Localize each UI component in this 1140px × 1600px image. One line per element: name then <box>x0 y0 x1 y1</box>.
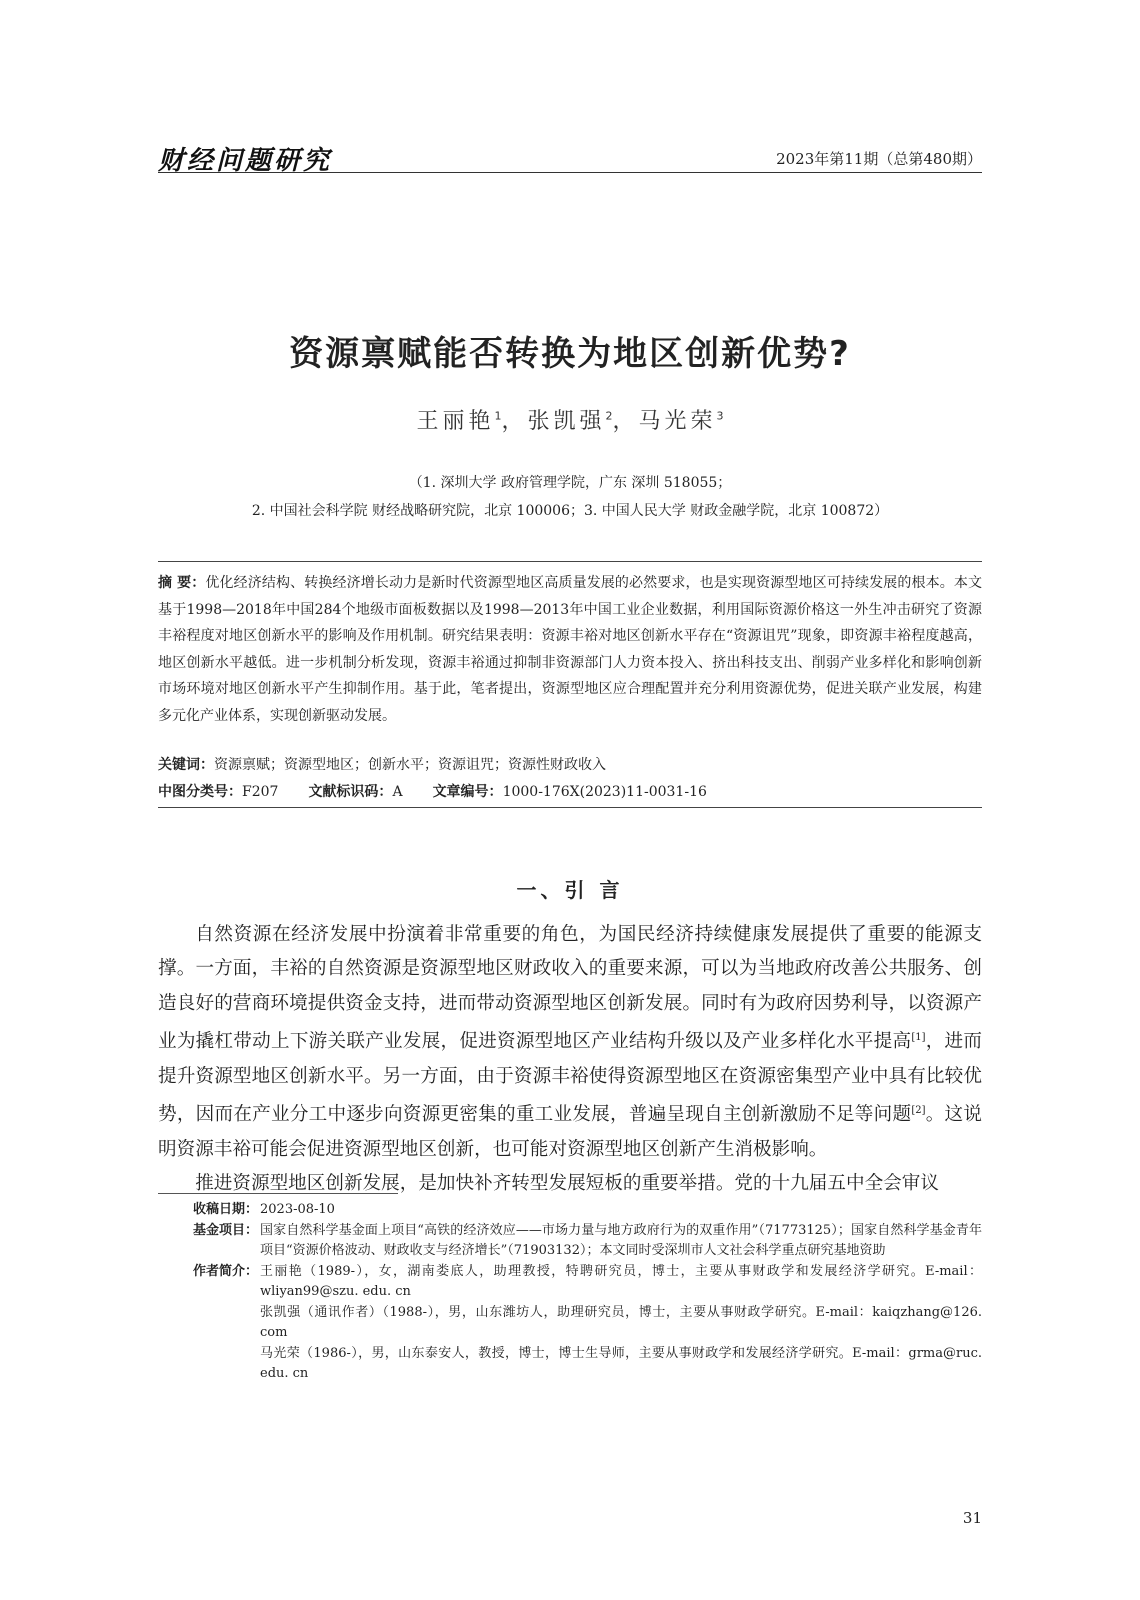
affiliation-line: （1. 深圳大学 政府管理学院，广东 深圳 518055； <box>408 475 732 491</box>
paper-title: 资源禀赋能否转换为地区创新优势? <box>289 334 851 374</box>
classification-line <box>158 781 982 801</box>
author-name: 王丽艳 <box>416 409 495 434</box>
author-separator: ， <box>501 409 528 434</box>
page-number: 31 <box>962 1509 982 1527</box>
citation-ref[interactable]: [2] <box>911 1105 926 1117</box>
keywords-text: 资源禀赋；资源型地区；创新水平；资源诅咒；资源性财政收入 <box>214 757 606 773</box>
article-number-label: 文章编号： <box>432 784 503 800</box>
body-text <box>158 918 982 1202</box>
header-divider <box>158 172 982 173</box>
citation-ref[interactable]: [1] <box>911 1032 926 1044</box>
received-value: 2023-08-10 <box>260 1202 335 1217</box>
paragraph-text: 自然资源在经济发展中扮演着非常重要的角色，为国民经济持续健康发展提供了重要的能源支撑。一方面，丰裕的自然资源是资源型地区财政收入的重要来源，可以为当地政府改善公共服务、创造良好的营商环境提供资金支持，进而带动资源型地区创新发展。同时有为政府因势利导，以资源产业为撬杠带动上下游关联产业发展，促进资源型地区产业结构升级以及产业多样化水平提高 <box>158 924 982 1053</box>
author-name: 张凯强 <box>527 409 606 434</box>
author-bio: 张凯强（通讯作者）（1988-），男，山东潍坊人，助理研究员，博士，主要从事财政学研究。E-mail：kaiqzhang@126. com <box>260 1304 982 1340</box>
footnote-divider <box>158 1193 398 1194</box>
bio-label: 作者简介： <box>192 1263 258 1279</box>
fund-label: 基金项目： <box>192 1222 258 1238</box>
abstract-text: 优化经济结构、转换经济增长动力是新时代资源型地区高质量发展的必然要求，也是实现资源型地区可持续发展的根本。本文基于1998—2018年中国284个地级市面板数据以及1998—2013年中国工业企业数据，利用国际资源价格这一外生冲击研究了资源丰裕程度对地区创新水平的影响及作用机制。研究结果表明：资源丰裕对地区创新水平存在“资源诅咒”现象，即资源丰裕程度越高，地区创新水平越低。进一步机制分析发现，资源丰裕通过抑制非资源部门人力资本投入、挤出科技支出、削弱产业多样化和影响创新市场环境对地区创新水平产生抑制作用。基于此，笔者提出，资源型地区应合理配置并充分利用资源优势，促进关联产业发展，构建多元化产业体系，实现创新驱动发展。 <box>158 575 983 724</box>
affiliation-line: 2. 中国社会科学院 财经战略研究院，北京 100006；3. 中国人民大学 财政金融学院，北京 100872） <box>251 503 889 519</box>
paragraph-text: ，进而提升资源型地区创新水平。另一方面，由于资源丰裕使得资源型地区在资源密集型产业中具有比较优势，因而在产业分工中逐步向资源更密集的重工业发展，普遍呈现自主创新激励不足等问题 <box>158 1031 982 1126</box>
author-list <box>0 404 1140 435</box>
keywords-label: 关键词： <box>158 757 214 773</box>
clc-label: 中图分类号： <box>158 784 242 800</box>
clc-value: F207 <box>242 784 279 800</box>
doc-code-label: 文献标识码： <box>308 784 393 800</box>
received-date-row <box>158 1200 982 1221</box>
issue-info: 2023年第11期（总第480期） <box>776 150 982 168</box>
fund-row <box>158 1221 982 1262</box>
keywords-line <box>158 754 982 774</box>
fund-value: 国家自然科学基金面上项目“高铁的经济效应——市场力量与地方政府行为的双重作用”（71773125）；国家自然科学基金青年项目“资源价格波动、财政收支与经济增长”（71903132）；本文同时受深圳市人文社会科学重点研究基地资助 <box>260 1222 982 1258</box>
bio-list <box>260 1262 982 1385</box>
author-bio-row <box>158 1262 982 1385</box>
author-affil-mark: 1 <box>494 409 502 423</box>
author-bio: 马光荣（1986-），男，山东泰安人，教授，博士，博士生导师，主要从事财政学和发展经济学研究。E-mail：grma@ruc. edu. cn <box>260 1345 982 1381</box>
journal-logo: 财经问题研究 <box>158 146 333 176</box>
author-affil-mark: 2 <box>605 409 613 423</box>
author-affil-mark: 3 <box>716 409 724 423</box>
article-number-value: 1000-176X(2023)11-0031-16 <box>502 784 707 800</box>
paragraph <box>158 918 982 1167</box>
footnotes <box>158 1200 982 1385</box>
author-separator: ， <box>612 409 639 434</box>
paragraph-text: 。这说明资源丰裕可能会促进资源型地区创新，也可能对资源型地区创新产生消极影响。 <box>158 1104 982 1160</box>
section-heading: 一、引 言 <box>516 878 624 902</box>
abstract <box>158 570 982 729</box>
doc-code-value: A <box>392 784 403 800</box>
abstract-label: 摘 要： <box>158 575 206 591</box>
abstract-bottom-rule <box>158 807 982 808</box>
author-name: 马光荣 <box>638 409 717 434</box>
received-label: 收稿日期： <box>192 1202 258 1217</box>
author-bio: 王丽艳（1989-），女，湖南娄底人，助理教授，特聘研究员，博士，主要从事财政学和发展经济学研究。E-mail：wliyan99@szu. edu. cn <box>260 1263 982 1299</box>
abstract-top-rule <box>158 561 982 562</box>
paragraph: 推进资源型地区创新发展，是加快补齐转型发展短板的重要举措。党的十九届五中全会审议 <box>195 1173 939 1195</box>
